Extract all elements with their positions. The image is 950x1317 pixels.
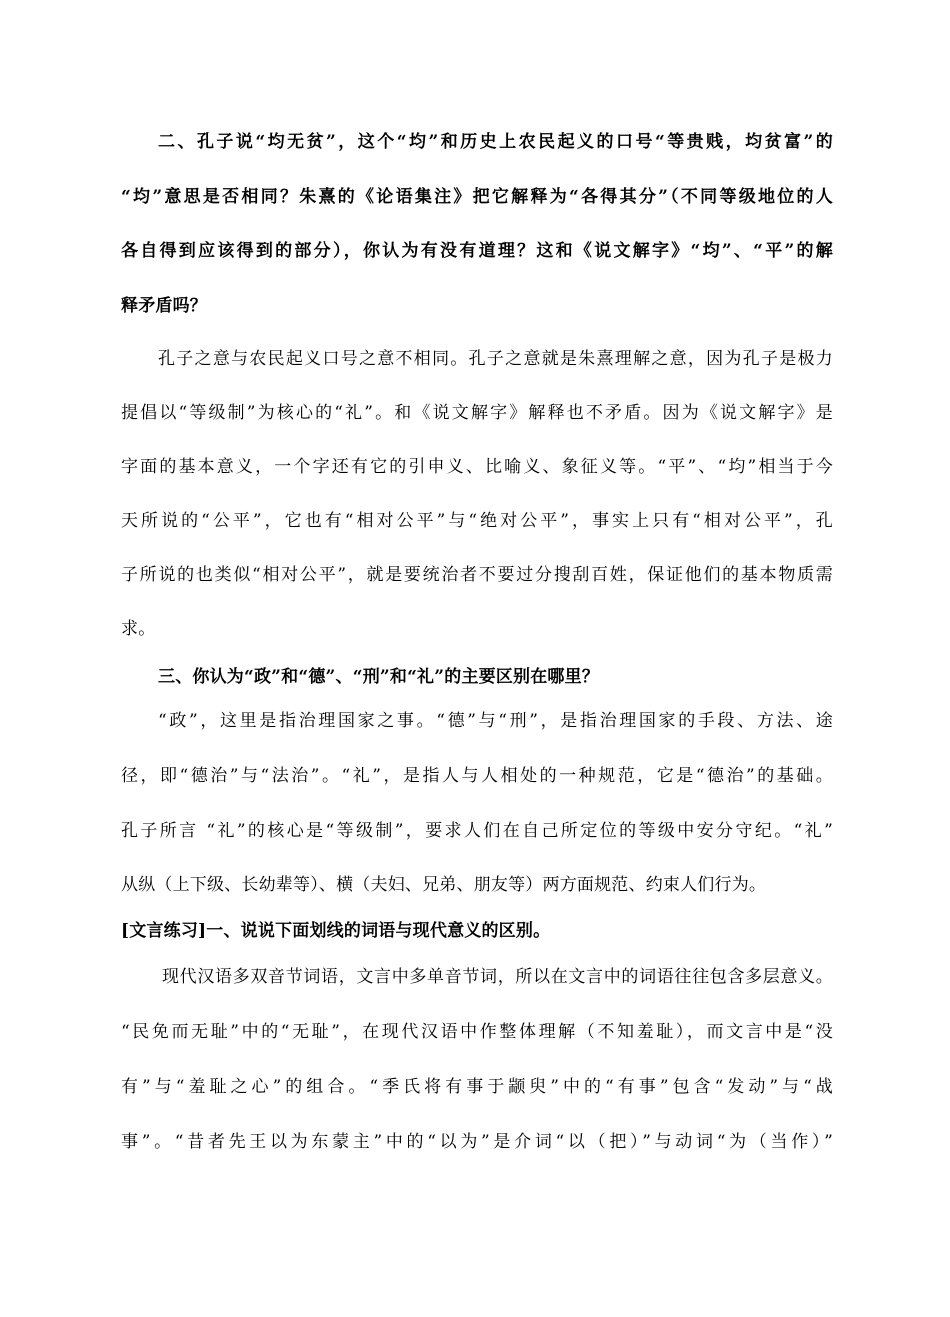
section3-answer-line-3: 孔子所言 “礼”的核心是“等级制”，要求人们在自己所定位的等级中安分守纪。“礼” xyxy=(121,821,833,841)
exercise-answer-line-1: 现代汉语多双音节词语，文言中多单音节词，所以在文言中的词语往往包含多层意义。 xyxy=(162,967,833,987)
exercise-answer-line-4: 事”。“昔者先王以为东蒙主”中的“以为”是介词“以（把）”与动词“为（当作）” xyxy=(121,1132,833,1152)
exercise-answer-line-2: “民免而无耻”中的“无耻”，在现代汉语中作整体理解（不知羞耻），而文言中是“没 xyxy=(121,1022,833,1042)
section2-question-line-2: “均”意思是否相同？朱熹的《论语集注》把它解释为“各得其分”（不同等级地位的人 xyxy=(121,187,833,207)
section2-question-line-4: 释矛盾吗？ xyxy=(121,296,207,316)
section3-answer-line-1: “政”，这里是指治理国家之事。“德”与“刑”，是指治理国家的手段、方法、途 xyxy=(158,711,833,731)
section2-answer-line-2: 提倡以“等级制”为核心的“礼”。和《说文解字》解释也不矛盾。因为《说文解字》是 xyxy=(121,403,833,423)
section2-answer-line-5: 子所说的也类似“相对公平”，就是要统治者不要过分搜刮百姓，保证他们的基本物质需 xyxy=(121,565,833,585)
section3-answer-line-4: 从纵（上下级、长幼辈等）、横（夫妇、兄弟、朋友等）两方面规范、约束人们行为。 xyxy=(121,875,767,895)
section2-answer-line-3: 字面的基本意义，一个字还有它的引申义、比喻义、象征义等。“平”、“均”相当于今 xyxy=(121,457,833,477)
section2-answer-line-1: 孔子之意与农民起义口号之意不相同。孔子之意就是朱熹理解之意，因为孔子是极力 xyxy=(158,349,833,369)
section2-question-line-1: 二、孔子说“均无贫”，这个“均”和历史上农民起义的口号“等贵贱，均贫富”的 xyxy=(158,132,833,152)
exercise-heading: [文言练习]一、说说下面划线的词语与现代意义的区别。 xyxy=(121,921,551,941)
section3-answer-line-2: 径，即“德治”与“法治”。“礼”，是指人与人相处的一种规范，它是“德治”的基础。 xyxy=(121,766,833,786)
exercise-answer-line-3: 有”与“羞耻之心”的组合。“季氏将有事于颛臾”中的“有事”包含“发动”与“战 xyxy=(121,1077,833,1097)
section2-answer-line-6: 求。 xyxy=(121,619,156,639)
section3-question: 三、你认为“政”和“德”、“刑”和“礼”的主要区别在哪里？ xyxy=(158,667,600,687)
section2-answer-line-4: 天所说的“公平”，它也有“相对公平”与“绝对公平”，事实上只有“相对公平”，孔 xyxy=(121,511,833,531)
section2-question-line-3: 各自得到应该得到的部分），你认为有没有道理？这和《说文解字》“均”、“平”的解 xyxy=(121,241,833,261)
